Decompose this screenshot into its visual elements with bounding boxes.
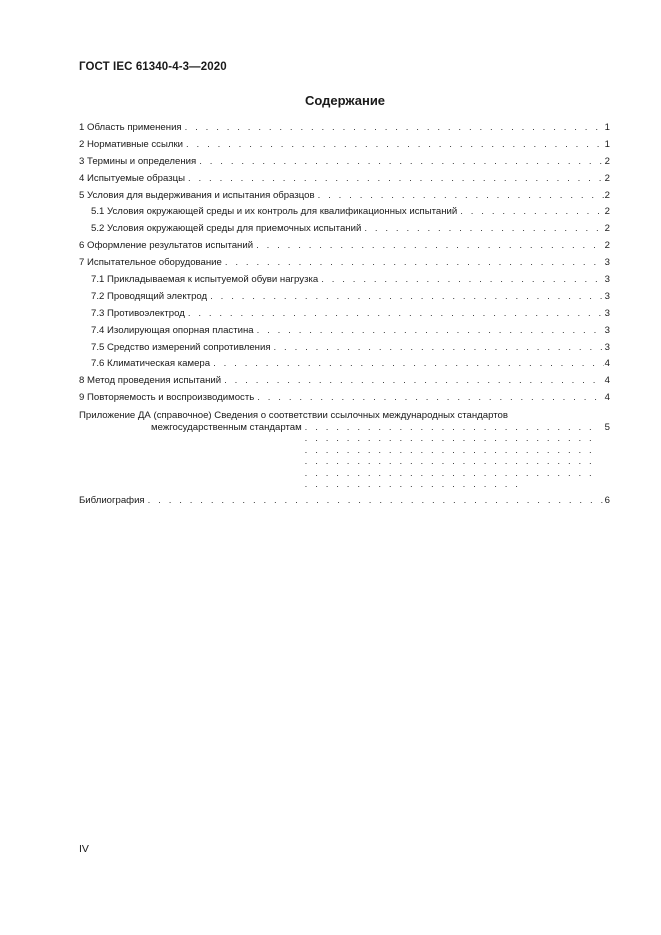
toc-entry-4[interactable] bbox=[79, 171, 610, 188]
toc-entry-1[interactable] bbox=[79, 120, 610, 137]
toc-leader-dots bbox=[148, 493, 604, 510]
toc-entry-page: 2 bbox=[604, 172, 610, 184]
toc-entry-8[interactable] bbox=[79, 373, 610, 390]
toc-entry-label: 7.3 Противоэлектрод bbox=[91, 307, 185, 319]
toc-entry-page: 3 bbox=[604, 257, 610, 269]
toc-entry-2[interactable] bbox=[79, 137, 610, 154]
toc-entry-page: 3 bbox=[604, 274, 610, 286]
toc-leader-dots bbox=[257, 323, 604, 340]
toc-leader-dots bbox=[321, 272, 603, 289]
toc-entry-7-6[interactable] bbox=[79, 356, 610, 373]
toc-entry-3[interactable] bbox=[79, 154, 610, 171]
toc-leader-dots bbox=[225, 255, 604, 272]
toc-entry-label: 2 Нормативные ссылки bbox=[79, 138, 184, 150]
toc-entry-label: 7.2 Проводящий электрод bbox=[91, 290, 208, 302]
toc-entry-label: 5.2 Условия окружающей среды для приемочных испытаний bbox=[91, 223, 362, 235]
toc-leader-dots bbox=[185, 120, 604, 137]
toc-entry-label: 9 Повторяемость и воспроизводимость bbox=[79, 392, 255, 404]
toc-entry-label: Библиография bbox=[79, 494, 145, 506]
toc-entry-page: 2 bbox=[604, 206, 610, 218]
toc-leader-dots bbox=[318, 188, 604, 205]
toc-title: Содержание bbox=[304, 93, 386, 108]
toc-leader-dots bbox=[210, 289, 604, 306]
toc-leader-dots bbox=[188, 171, 604, 188]
toc-appendix-line2: межгосударственным стандартам bbox=[151, 421, 302, 433]
toc-leader-dots bbox=[213, 356, 604, 373]
toc-entry-label: 4 Испытуемые образцы bbox=[79, 172, 185, 184]
toc-entry-page: 1 bbox=[604, 122, 610, 133]
toc-entry-page: 2 bbox=[604, 223, 610, 235]
toc-entry-label: 3 Термины и определения bbox=[79, 155, 197, 167]
toc-entry-page: 2 bbox=[604, 240, 610, 252]
toc-entry-page: 4 bbox=[604, 392, 610, 404]
toc-leader-dots bbox=[199, 154, 603, 171]
toc-entry-bibliography[interactable] bbox=[79, 493, 610, 510]
toc-entry-page: 2 bbox=[604, 155, 610, 167]
toc-entry-5[interactable] bbox=[79, 188, 610, 205]
toc-entry-6[interactable] bbox=[79, 238, 610, 255]
toc-entry-page: 1 bbox=[604, 138, 610, 150]
toc-entry-page: 5 bbox=[604, 421, 610, 433]
toc-appendix-line1: Приложение ДА (справочное) Сведения о соответствии ссылочных международных стандартов bbox=[79, 410, 508, 422]
toc-entry-7[interactable] bbox=[79, 255, 610, 272]
toc-leader-dots bbox=[274, 340, 604, 357]
toc-entry-label: 7.4 Изолирующая опорная пластина bbox=[91, 324, 254, 336]
toc-leader-dots bbox=[364, 221, 603, 238]
toc-entry-label: 5.1 Условия окружающей среды и их контроль для квалификационных испытаний bbox=[91, 206, 458, 218]
toc-entry-page: 3 bbox=[604, 290, 610, 302]
table-of-contents bbox=[79, 120, 610, 510]
toc-leader-dots bbox=[305, 422, 604, 491]
toc-leader-dots bbox=[257, 390, 603, 407]
toc-entry-label: 5 Условия для выдерживания и испытания образцов bbox=[79, 189, 315, 201]
toc-entry-page: 4 bbox=[604, 375, 610, 387]
toc-entry-label: 7.1 Прикладываемая к испытуемой обуви нагрузка bbox=[91, 274, 319, 286]
toc-leader-dots bbox=[256, 238, 604, 255]
toc-entry-page: 3 bbox=[604, 341, 610, 353]
toc-entry-7-4[interactable] bbox=[79, 323, 610, 340]
toc-leader-dots bbox=[224, 373, 604, 390]
toc-entry-page: 3 bbox=[604, 307, 610, 319]
toc-entry-7-3[interactable] bbox=[79, 306, 610, 323]
toc-entry-appendix[interactable] bbox=[79, 410, 610, 491]
toc-entry-label: 7.5 Средство измерений сопротивления bbox=[91, 341, 271, 353]
page-number: IV bbox=[79, 843, 89, 855]
toc-entry-label: 1 Область применения bbox=[79, 122, 182, 133]
toc-leader-dots bbox=[186, 137, 604, 154]
toc-entry-7-5[interactable] bbox=[79, 340, 610, 357]
toc-entry-label: 7 Испытательное оборудование bbox=[79, 257, 222, 269]
toc-entry-label: 6 Оформление результатов испытаний bbox=[79, 240, 254, 252]
toc-entry-label: 8 Метод проведения испытаний bbox=[79, 375, 222, 387]
toc-entry-page: 4 bbox=[604, 358, 610, 370]
toc-entry-page: 2 bbox=[604, 189, 610, 201]
toc-leader-dots bbox=[188, 306, 604, 323]
toc-entry-5-1[interactable] bbox=[79, 204, 610, 221]
document-code: ГОСТ IEC 61340-4-3—2020 bbox=[79, 61, 227, 73]
toc-leader-dots bbox=[460, 204, 603, 221]
toc-entry-page: 3 bbox=[604, 324, 610, 336]
toc-entry-page: 6 bbox=[604, 494, 610, 506]
toc-entry-9[interactable] bbox=[79, 390, 610, 407]
toc-entry-7-1[interactable] bbox=[79, 272, 610, 289]
toc-entry-7-2[interactable] bbox=[79, 289, 610, 306]
toc-entry-label: 7.6 Климатическая камера bbox=[91, 358, 211, 370]
toc-entry-5-2[interactable] bbox=[79, 221, 610, 238]
